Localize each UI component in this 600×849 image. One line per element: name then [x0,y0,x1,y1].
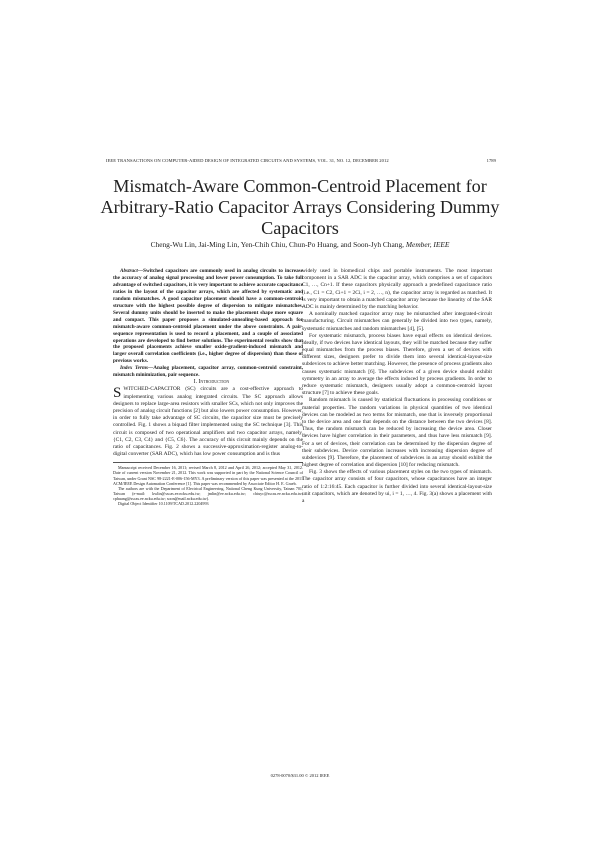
section-heading: I. Introduction [193,379,230,386]
journal-name: IEEE TRANSACTIONS ON COMPUTER-AIDED DESIGN OF INTEGRATED CIRCUITS AND SYSTEMS, VOL. 31, NO. 12, DECEMBER 2012 [106,158,389,163]
copyright-line: 0278-0070/$31.00 © 2012 IEEE [270,773,330,778]
left-column [113,268,303,506]
drop-cap: S [113,385,122,402]
running-header [106,158,496,163]
index-terms-text: —Analog placement, capacitor array, common-centroid constraint, mismatch minimization, pair sequence. [113,365,303,379]
footnote-manuscript: Manuscript received December 16, 2011; revised March 8, 2012 and April 26, 2012; accepted May 31, 2012. Date of current version November 21, 2012. This work was supported in part by the National Science Council of Taiwan, under Grant NSC 98-2221-E-006-156-MY3. A preliminary version of this paper was presented at the 2011 ACM/IEEE Design Automation Conference [1]. This paper was recommended by Associate Editor H. E. Graeb. [113,465,303,486]
body-paragraph: widely used in biomedical chips and portable instruments. The most important component in a SAR ADC is the capacitor array, which comprises a set of capacitors C1, …, Cn+1. If these capacitors physically approach a predefined capacitance ratio (i.e., C1 = C2, Ci+1 = 2Ci, i = 2, …, n), the capacitor array is regarded as matched. It is very important to obtain a matched capacitor array because the linearity of the SAR ADC is mainly determined by the matching behavior. [302,268,492,310]
body-paragraph: A nominally matched capacitor array may be mismatched after integrated-circuit manufacturing. Circuit mismatches can generally be divided into two types, namely, systematic mismatches and random mismatches [4], [5]. [302,311,492,332]
body-paragraph: For systematic mismatch, process biases have equal effects on identical devices. Ideally, if two devices have identical layouts, they will be matched because they suffer equal mismatches from the process biases. Therefore, given a set of devices with different sizes, designers prefer to divide them into several identical-layout-size subdevices to achieve better matching. However, the presence of process gradients also causes systematic mismatch [6]. The subdevices of a given device should exhibit symmetry in an array to average the effects induced by process gradients. In order to reduce systematic mismatch, designers usually adopt a common-centroid layout structure [7] to achieve these goals. [302,332,492,397]
intro-text: (SC) circuits are a cost-effective approach to implementing various analog integrated circuits. The SC approach allows designers to replace large-area resistors with smaller SCs, which not only improves the precision of analog circuit functions [2] but also lowers power consumption. However, in order to fully take advantage of SC circuits, the capacitor size must be precisely controlled. Fig. 1 shows a biquad filter implemented using the SC technique [3]. This circuit is composed of two operational amplifiers and two capacitor arrays, namely, {C1, C2, C3, C4} and {C5, C6}. The accuracy of this circuit mainly depends on the ratio of capacitances. Fig. 2 shows a successive-approximation-register analog-to-digital converter (SAR ADC), which has low power consumption and is thus [113,386,303,458]
abstract [113,268,303,365]
author-line [100,240,500,249]
page-number: 1789 [486,158,496,163]
footnote [113,462,303,506]
intro-paragraph [113,386,303,458]
intro-first-word: WITCHED-CAPACITOR [123,386,181,393]
abstract-label: Abstract [120,268,138,274]
abstract-text: —Switched capacitors are commonly used in analog circuits to increase the accuracy of analog signal processing and lower power consumption. To take full advantage of switched capacitors, it is very important to achieve accurate capacitance ratios in the layout of the capacitor arrays, which are affected by systematic and random mismatches. A good capacitor placement should have a common-centroid structure with the highest possible degree of dispersion to mitigate mismatches. Several dummy units should be inserted to make the placement shape more square and compact. This paper proposes a simulated-annealing-based approach for mismatch-aware common-centroid placement under the above constraints. A pair-sequence representation is used to record a placement, and a couple of associated operations are developed to find better solutions. The experimental results show that the proposed placements achieve smaller oxide-gradient-induced mismatch and larger overall correlation coefficients (i.e., higher degree of dispersion) than those of previous works. [113,268,303,365]
body-paragraph: Random mismatch is caused by statistical fluctuations in processing conditions or material properties. The random variations in physical quantities of two identical devices can be modeled as two terms for mismatch, one that is inversely proportional to the device area and one that depends on the distance between the two devices [8]. Thus, the random mismatch can be reduced by increasing the device area. Closer devices have higher correlation in their parameters, and thus have less mismatch [9]. For a set of devices, their correlation can be determined by the dispersion degree of their subdevices. Device correlation increases with increasing dispersion degree of subdevices [9]. Therefore, the placement of subdevices in an array should exhibit the highest degree of correlation and dispersion [10] for reducing mismatch. [302,397,492,469]
right-column [302,268,492,505]
author-names: Cheng-Wu Lin, Jai-Ming Lin, Yen-Chih Chiu, Chun-Po Huang, and Soon-Jyh Chang, [150,240,405,249]
index-terms-label: Index Terms [120,365,149,372]
author-membership: Member, IEEE [405,240,450,249]
footnote-affiliation: The authors are with the Department of Electrical Engineering, National Cheng Kung University, Tainan 701, Taiwan (e-mail: kwlin@sscas.ee.ncku.edu.tw; jmlin@ee.ncku.edu.tw; chiuyc@sscas.ee.ncku.edu.tw; cphuang@sscas.ee.ncku.edu.tw; soon@mail.ncku.edu.tw). [113,485,303,501]
footnote-doi: Digital Object Identifier 10.1109/TCAD.2012.2204993 [118,500,209,506]
body-paragraph: Fig. 3 shows the effects of various placement styles on the two types of mismatch. The capacitor array consists of four capacitors, whose capacitances have an integer ratio of 1:2:16:45. Each capacitor is further divided into several identical-layout-size unit capacitors, which are denoted by ui, i = 1, …, 4. Fig. 3(a) shows a placement with a [302,469,492,504]
paper-title: Mismatch-Aware Common-Centroid Placement for Arbitrary-Ratio Capacitor Arrays Considering Dummy Capacitors [100,176,500,238]
index-terms [113,365,303,379]
